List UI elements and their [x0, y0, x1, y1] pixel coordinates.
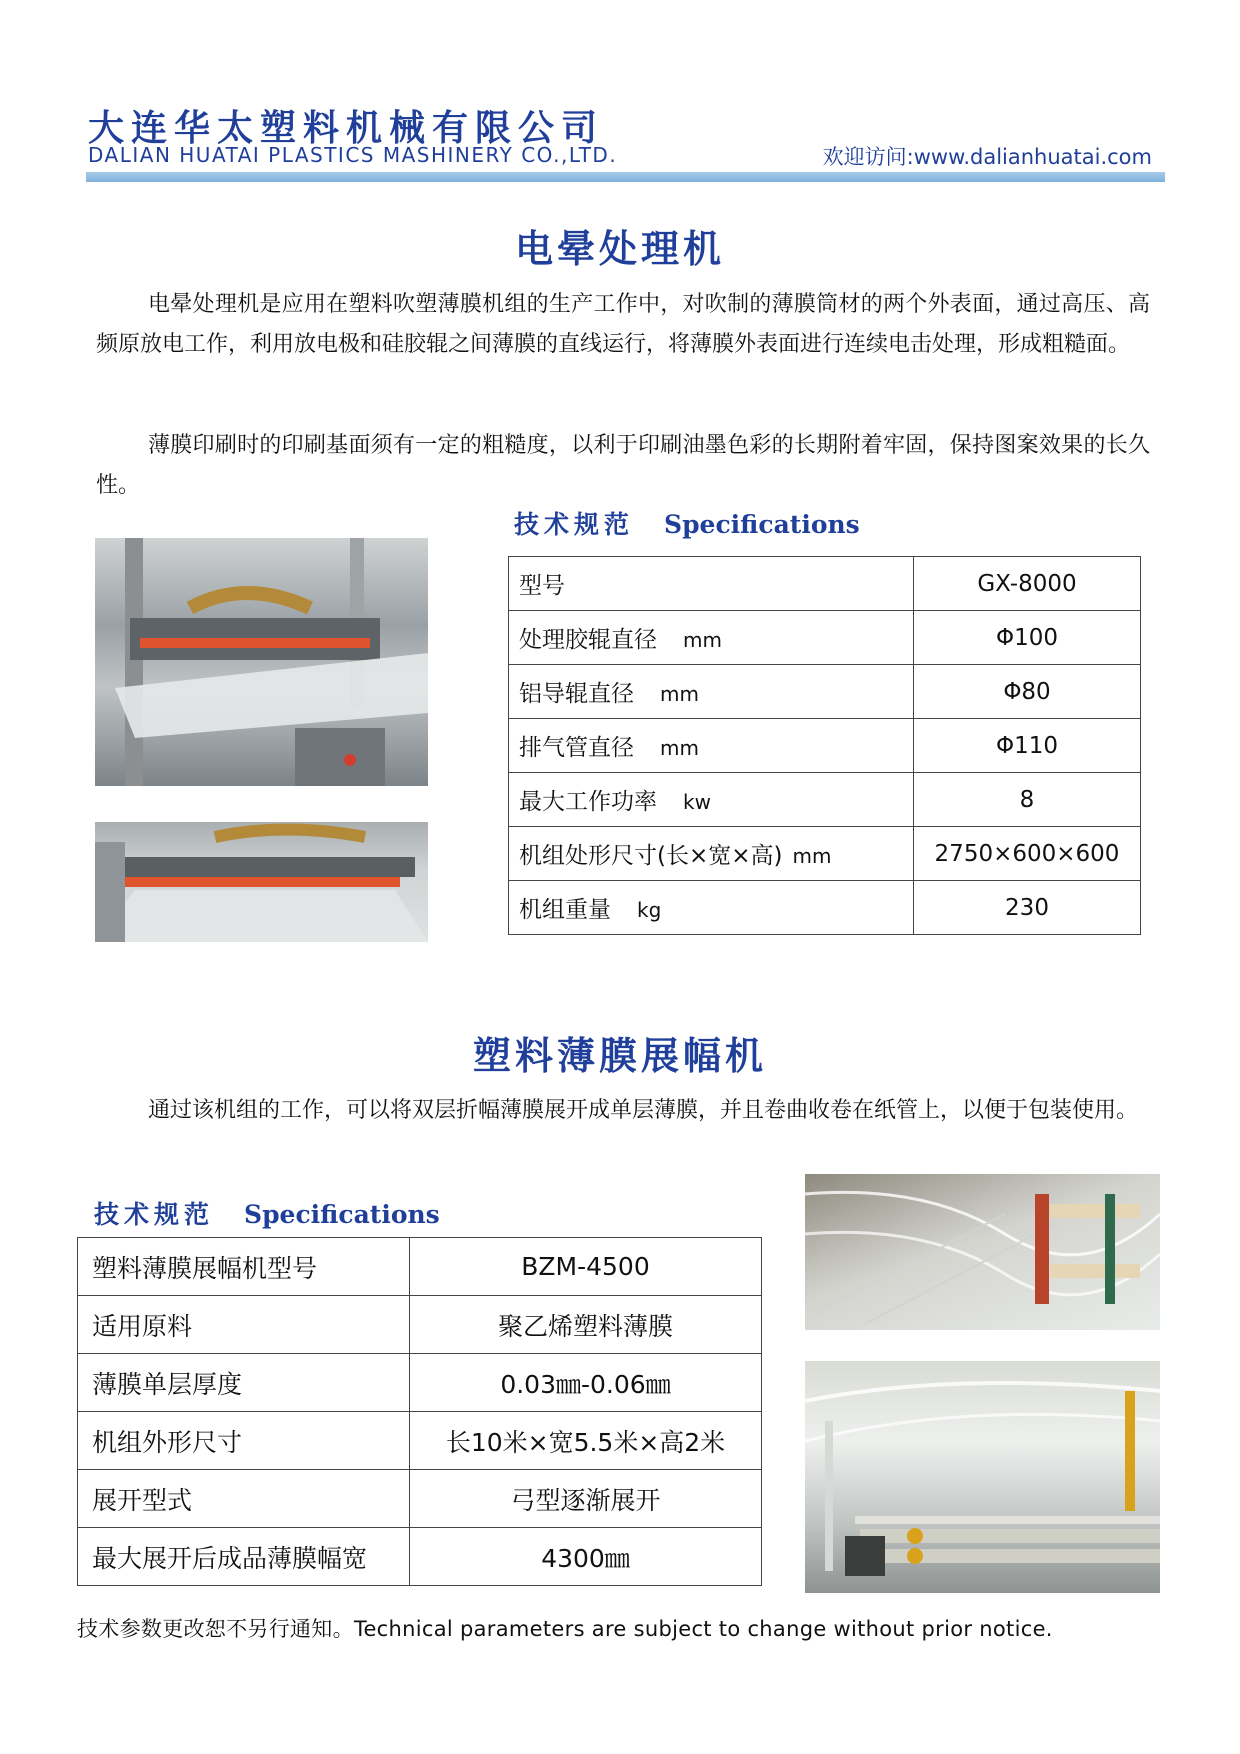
spec-heading-en: Specifications	[244, 1200, 440, 1229]
header-divider-bar	[86, 172, 1165, 182]
table-row	[78, 1412, 762, 1470]
spec-label-cell	[509, 773, 914, 827]
corona-treater-purpose-paragraph: 薄膜印刷时的印刷基面须有一定的粗糙度，以利于印刷油墨色彩的长期附着牢固，保持图案效果的长久性。	[96, 433, 1150, 498]
spec-value: 聚乙烯塑料薄膜	[410, 1296, 762, 1354]
spec-label: 机组外形尺寸	[78, 1412, 410, 1470]
corona-treater-title: 电晕处理机	[514, 227, 725, 271]
spec-value: 8	[914, 773, 1141, 827]
spreader-spec-heading	[94, 1195, 440, 1231]
spec-label-cell	[509, 665, 914, 719]
table-row	[509, 881, 1141, 935]
footer-notice: 技术参数更改恕不另行通知。Technical parameters are subject to change without prior notice.	[77, 1617, 1053, 1641]
website-link[interactable]: 欢迎访问:www.dalianhuatai.com	[822, 145, 1152, 169]
spec-label: 塑料薄膜展幅机型号	[78, 1238, 410, 1296]
spec-label: 最大展开后成品薄膜幅宽	[78, 1528, 410, 1586]
spec-unit: mm	[660, 736, 699, 760]
film-spreader-photo-bottom	[805, 1361, 1160, 1593]
spec-value: 230	[914, 881, 1141, 935]
spec-unit: kw	[683, 790, 711, 814]
table-row	[78, 1238, 762, 1296]
spec-label: 型号	[519, 573, 565, 599]
spec-label: 机组处形尺寸(长×宽×高)	[519, 843, 783, 869]
spec-value: 2750×600×600	[914, 827, 1141, 881]
spec-unit: mm	[792, 844, 832, 868]
spec-label: 最大工作功率	[519, 789, 657, 815]
table-row	[509, 557, 1141, 611]
company-name-cn: 大连华太塑料机械有限公司	[88, 108, 605, 149]
spec-value: GX-8000	[914, 557, 1141, 611]
spec-label-cell	[509, 611, 914, 665]
spec-value: BZM-4500	[410, 1238, 762, 1296]
spec-value: 4300㎜	[410, 1528, 762, 1586]
spec-label: 适用原料	[78, 1296, 410, 1354]
spec-label: 展开型式	[78, 1470, 410, 1528]
spec-label-cell	[509, 719, 914, 773]
spec-unit: mm	[683, 628, 722, 652]
spec-value: Φ100	[914, 611, 1141, 665]
corona-spec-heading	[514, 505, 860, 541]
spec-heading-cn: 技术规范	[514, 510, 635, 539]
spec-value: 长10米×宽5.5米×高2米	[410, 1412, 762, 1470]
table-row	[78, 1354, 762, 1412]
corona-treater-photo-overview	[95, 538, 428, 786]
spreader-spec-table	[77, 1237, 762, 1586]
spec-label-cell	[509, 881, 914, 935]
spec-label: 排气管直径	[519, 735, 634, 761]
spec-label: 机组重量	[519, 897, 611, 923]
table-row	[78, 1296, 762, 1354]
company-name-en: DALIAN HUATAI PLASTICS MASHINERY CO.,LTD.	[88, 143, 618, 167]
table-row	[78, 1470, 762, 1528]
spec-value: Φ80	[914, 665, 1141, 719]
film-spreader-title: 塑料薄膜展幅机	[472, 1034, 767, 1078]
spec-label: 处理胶辊直径	[519, 627, 657, 653]
spec-heading-cn: 技术规范	[94, 1200, 215, 1229]
corona-treater-intro-paragraph: 电晕处理机是应用在塑料吹塑薄膜机组的生产工作中，对吹制的薄膜筒材的两个外表面，通过高压、高频原放电工作，利用放电极和硅胶辊之间薄膜的直线运行，将薄膜外表面进行连续电击处理，形成粗糙面。	[96, 292, 1150, 357]
spec-label: 薄膜单层厚度	[78, 1354, 410, 1412]
table-row	[509, 773, 1141, 827]
table-row	[78, 1528, 762, 1586]
film-spreader-intro-paragraph: 通过该机组的工作，可以将双层折幅薄膜展开成单层薄膜，并且卷曲收卷在纸管上，以便于包装使用。	[148, 1098, 1139, 1123]
spec-label: 铝导辊直径	[519, 681, 634, 707]
spec-value: Φ110	[914, 719, 1141, 773]
spec-value: 0.03㎜-0.06㎜	[410, 1354, 762, 1412]
table-row	[509, 827, 1141, 881]
table-row	[509, 665, 1141, 719]
spec-label-cell	[509, 827, 914, 881]
spec-value: 弓型逐渐展开	[410, 1470, 762, 1528]
table-row	[509, 611, 1141, 665]
spec-unit: kg	[637, 898, 662, 922]
spec-heading-en: Specifications	[664, 510, 860, 539]
spec-unit: mm	[660, 682, 699, 706]
spec-label-cell	[509, 557, 914, 611]
corona-spec-table	[508, 556, 1141, 935]
table-row	[509, 719, 1141, 773]
corona-treater-photo-closeup	[95, 822, 428, 942]
film-spreader-photo-top	[805, 1174, 1160, 1330]
